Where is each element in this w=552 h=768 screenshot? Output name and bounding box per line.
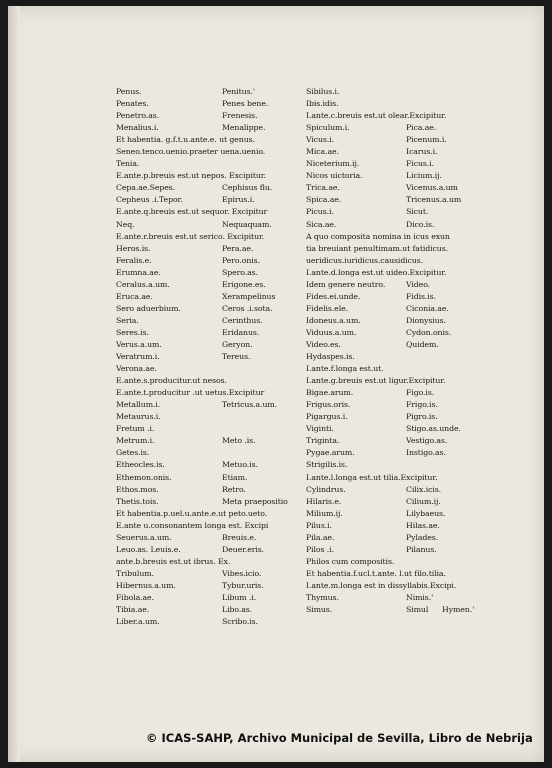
entry-a: Hydaspes.is. — [306, 352, 355, 362]
entry-a: I.ante.m.longa est in dissyllabis.Excipi. — [306, 580, 457, 590]
entry-a: Et habentia.p.uel.u.ante.e.ut peto.ueto. — [116, 508, 268, 518]
text-line — [306, 363, 476, 375]
text-line — [306, 158, 476, 170]
entry-b: Metuo.is. — [222, 460, 258, 470]
entry-b: Nimis.' — [406, 592, 434, 602]
text-line — [116, 532, 302, 544]
text-line — [116, 508, 302, 520]
entry-b: Scribo.is. — [222, 617, 258, 627]
text-line — [116, 255, 302, 267]
entry-a: E.ante u.consonantem longa est. Excipi — [116, 520, 269, 530]
entry-a: Pilus.i. — [306, 520, 332, 530]
right-column — [306, 86, 476, 616]
entry-b: Nequaquam. — [222, 219, 272, 229]
text-line — [116, 423, 302, 435]
text-line — [306, 206, 476, 218]
text-line — [116, 568, 302, 580]
text-line — [116, 447, 302, 459]
text-line — [306, 279, 476, 291]
entry-a: Pygae.arum. — [306, 448, 355, 458]
text-line — [306, 399, 476, 411]
text-line — [116, 435, 302, 447]
text-line — [116, 472, 302, 484]
text-line — [116, 459, 302, 471]
entry-b: Icarus.i. — [406, 147, 438, 157]
text-line — [306, 255, 476, 267]
text-line — [116, 243, 302, 255]
entry-a: Seuerus.a.um. — [116, 532, 172, 542]
entry-a: Metaurus.i. — [116, 412, 161, 422]
entry-b: Cerinthus. — [222, 315, 263, 325]
text-line — [306, 267, 476, 279]
entry-b: Eridanus. — [222, 327, 260, 337]
text-line — [116, 580, 302, 592]
text-line — [306, 291, 476, 303]
entry-a: Milium.ij. — [306, 508, 343, 518]
text-line — [306, 580, 476, 592]
text-line — [306, 447, 476, 459]
entry-b: Ficus.i. — [406, 159, 434, 169]
text-line — [306, 423, 476, 435]
entry-b: Video. — [406, 279, 431, 289]
entry-a: Idoneus.a.um. — [306, 315, 361, 325]
text-line — [306, 339, 476, 351]
entry-b: Geryon. — [222, 339, 253, 349]
entry-a: Triginta. — [306, 436, 340, 446]
text-line — [306, 315, 476, 327]
entry-a: Neq. — [116, 219, 135, 229]
entry-a: Strigilis.is. — [306, 460, 348, 470]
text-line — [116, 520, 302, 532]
text-line — [306, 303, 476, 315]
text-line — [306, 351, 476, 363]
text-line — [306, 231, 476, 243]
text-line — [116, 231, 302, 243]
entry-b: Vicenus.a.um — [406, 183, 458, 193]
entry-a: Seria. — [116, 315, 139, 325]
entry-b: Quidem. — [406, 339, 439, 349]
entry-b: Dionysius. — [406, 315, 446, 325]
entry-a: Viduus.a.um. — [306, 327, 357, 337]
entry-a: Sero aduerbium. — [116, 303, 181, 313]
entry-a: I.ante.l.longa est.ut tilia.Excipitur. — [306, 472, 438, 482]
copyright-caption: © ICAS-SAHP, Archivo Municipal de Sevilla, Libro de Nebrija — [146, 731, 533, 745]
left-column — [116, 86, 302, 628]
entry-a: Mica.ae. — [306, 147, 339, 157]
entry-a: Menalius.i. — [116, 123, 159, 133]
text-line — [116, 592, 302, 604]
text-line — [306, 170, 476, 182]
entry-b: Retro. — [222, 484, 246, 494]
text-line — [116, 219, 302, 231]
entry-a: Video.es. — [306, 339, 341, 349]
text-line — [116, 98, 302, 110]
text-line — [306, 484, 476, 496]
entry-b: Instigo.as. — [406, 448, 446, 458]
text-line — [306, 472, 476, 484]
text-line — [306, 375, 476, 387]
entry-b: Menalippe. — [222, 123, 266, 133]
text-line — [306, 86, 476, 98]
entry-c: Hymen.' — [442, 605, 475, 615]
entry-b: Cydon.onis. — [406, 327, 452, 337]
entry-b: Pero.onis. — [222, 255, 260, 265]
entry-a: Verona.ae. — [116, 364, 157, 374]
entry-a: Ceralus.a.um. — [116, 279, 170, 289]
entry-b: Dico.is. — [406, 219, 435, 229]
entry-b: Figo.is. — [406, 388, 435, 398]
entry-a: Simus. — [306, 605, 333, 615]
entry-b: Pigro.is. — [406, 412, 438, 422]
entry-a: Ethemon.onis. — [116, 472, 172, 482]
text-line — [306, 146, 476, 158]
text-line — [116, 604, 302, 616]
entry-a: ante.b.breuis est.ut ibrus. Ex. — [116, 556, 231, 566]
text-line — [306, 496, 476, 508]
entry-a: Heros.is. — [116, 243, 151, 253]
text-line — [306, 544, 476, 556]
entry-b: Spero.as. — [222, 267, 258, 277]
text-line — [116, 86, 302, 98]
entry-a: A quo composita nomina in icus exun — [306, 231, 450, 241]
entry-b: Lilybaeus. — [406, 508, 446, 518]
entry-b: Tybur.uris. — [222, 580, 264, 590]
text-line — [116, 351, 302, 363]
entry-b: Simul — [406, 605, 429, 615]
text-line — [116, 279, 302, 291]
text-line — [116, 170, 302, 182]
entry-a: E.ante.q.breuis est.ut sequor. Excipitur — [116, 207, 268, 217]
entry-b: Hilas.ae. — [406, 520, 440, 530]
entry-b: Licium.ij. — [406, 171, 442, 181]
entry-a: Sibilus.i. — [306, 87, 340, 96]
text-line — [306, 435, 476, 447]
entry-a: Niceterium.ij. — [306, 159, 360, 169]
text-line — [116, 339, 302, 351]
entry-a: Erumna.ae. — [116, 267, 161, 277]
entry-b: Epirus.i. — [222, 195, 255, 205]
entry-b: Meta praepositio — [222, 496, 288, 506]
entry-a: I.ante.d.longa est.ut uideo.Excipitur. — [306, 267, 447, 277]
entry-b: Stigo.as.unde. — [406, 424, 461, 434]
entry-b: Penitus.' — [222, 87, 255, 96]
entry-b: Tetricus.a.um. — [222, 400, 278, 410]
text-line — [306, 110, 476, 122]
entry-a: Leuo.as. Leuis.e. — [116, 544, 181, 554]
entry-a: I.ante.g.breuis est.ut ligur.Excipitur. — [306, 376, 446, 386]
entry-b: Pica.ae. — [406, 123, 437, 133]
text-line — [306, 592, 476, 604]
entry-b: Sicut. — [406, 207, 429, 217]
text-line — [116, 315, 302, 327]
entry-a: Picus.i. — [306, 207, 334, 217]
entry-a: E.ante.r.breuis est.ut serico. Excipitur. — [116, 231, 265, 241]
entry-b: Meto .is. — [222, 436, 256, 446]
entry-a: Getes.is. — [116, 448, 150, 458]
entry-a: Fretum .i. — [116, 424, 155, 434]
text-line — [116, 496, 302, 508]
text-line — [116, 267, 302, 279]
text-line — [116, 411, 302, 423]
entry-a: I.ante.f.longa est.ut. — [306, 364, 384, 374]
entry-b: Libum .i. — [222, 592, 257, 602]
text-line — [306, 411, 476, 423]
text-line — [116, 375, 302, 387]
entry-a: Viginti. — [306, 424, 334, 434]
entry-a: Seneo.tenco.uenio.praeter uena.uenio. — [116, 147, 266, 157]
entry-a: Idem genere neutro. — [306, 279, 386, 289]
entry-a: Thetis.tois. — [116, 496, 159, 506]
entry-a: Hilaris.e. — [306, 496, 342, 506]
entry-b: Fidis.is. — [406, 291, 436, 301]
entry-a: Cylindrus. — [306, 484, 346, 494]
entry-a: Tribulum. — [116, 568, 154, 578]
text-line — [306, 98, 476, 110]
entry-a: Tenia. — [116, 159, 140, 169]
entry-a: Fibola.ae. — [116, 592, 154, 602]
entry-b: Breuis.e. — [222, 532, 257, 542]
entry-a: Fidelis.ele. — [306, 303, 348, 313]
text-line — [116, 327, 302, 339]
entry-b: Pera.ae. — [222, 243, 254, 253]
text-line — [116, 387, 302, 399]
entry-a: Cepa.ae.Sepes. — [116, 183, 176, 193]
text-line — [306, 387, 476, 399]
entry-b: Ciconia.ae. — [406, 303, 449, 313]
entry-b: Etiam. — [222, 472, 248, 482]
entry-a: Veratrum.i. — [116, 352, 160, 362]
text-line — [306, 508, 476, 520]
entry-a: Spiculum.i. — [306, 123, 350, 133]
text-line — [116, 556, 302, 568]
entry-b: Picenum.i. — [406, 135, 447, 145]
entry-a: Philos cum compositis. — [306, 556, 395, 566]
entry-b: Deuer.eris. — [222, 544, 265, 554]
text-line — [306, 134, 476, 146]
text-line — [116, 122, 302, 134]
text-line — [306, 194, 476, 206]
entry-a: Hibernus.a.um. — [116, 580, 176, 590]
text-line — [116, 616, 302, 628]
entry-b: Cephisus flu. — [222, 183, 273, 193]
entry-a: Metrum.i. — [116, 436, 155, 446]
text-line — [116, 110, 302, 122]
entry-a: Pilos .i. — [306, 544, 334, 554]
text-line — [116, 158, 302, 170]
text-line — [306, 243, 476, 255]
entry-a: Frigus.oris. — [306, 400, 351, 410]
entry-b: Libo.as. — [222, 605, 253, 615]
entry-b: Xerampelinus — [222, 291, 276, 301]
entry-b: Vestigo.as. — [406, 436, 448, 446]
text-line — [116, 146, 302, 158]
entry-a: Feralis.e. — [116, 255, 152, 265]
entry-b: Frigo.is. — [406, 400, 438, 410]
entry-b: Tricenus.a.um — [406, 195, 462, 205]
text-line — [306, 182, 476, 194]
entry-a: Spica.ae. — [306, 195, 342, 205]
entry-a: Fides.ei.unde. — [306, 291, 361, 301]
entry-b: Cilium.ij. — [406, 496, 441, 506]
entry-b: Vibes.icio. — [222, 568, 262, 578]
text-line — [306, 532, 476, 544]
entry-b: Penes bene. — [222, 99, 269, 109]
entry-a: Verus.a.um. — [116, 339, 162, 349]
text-line — [116, 303, 302, 315]
text-line — [306, 122, 476, 134]
text-line — [306, 327, 476, 339]
entry-a: Pila.ae. — [306, 532, 335, 542]
entry-a: tia breuiant penultimam.ut fatidicus. — [306, 243, 449, 253]
entry-b: Erigone.es. — [222, 279, 266, 289]
text-line — [116, 363, 302, 375]
entry-a: Pigargus.i. — [306, 412, 348, 422]
entry-a: ueridicus.iuridicus.causidicus. — [306, 255, 424, 265]
entry-a: Sica.ae. — [306, 219, 337, 229]
entry-a: Ethos.mos. — [116, 484, 159, 494]
entry-a: Penates. — [116, 99, 149, 109]
entry-a: Tibia.ae. — [116, 605, 150, 615]
entry-a: Penus. — [116, 87, 142, 96]
entry-a: Eruca.ae. — [116, 291, 153, 301]
text-line — [306, 459, 476, 471]
entry-b: Frenesis. — [222, 111, 258, 121]
text-line — [306, 219, 476, 231]
page-gutter — [8, 6, 20, 762]
text-line — [306, 568, 476, 580]
entry-a: Cepheus .i.Tepor. — [116, 195, 183, 205]
entry-b: Pylades. — [406, 532, 439, 542]
text-line — [116, 544, 302, 556]
entry-a: Liber.a.um. — [116, 617, 160, 627]
entry-a: Et habentia. g.f.t.u.ante.e. ut genus. — [116, 135, 255, 145]
entry-b: Ceros .i.sota. — [222, 303, 273, 313]
entry-a: Trica.ae. — [306, 183, 340, 193]
text-line — [116, 399, 302, 411]
entry-a: Et habentia.f.ucl.t.ante. l.ut filo.tilia. — [306, 568, 446, 578]
text-line — [306, 556, 476, 568]
text-line — [306, 520, 476, 532]
entry-a: E.ante.s.producitur.ut nesos. — [116, 376, 227, 386]
entry-a: Nicos uictoria. — [306, 171, 363, 181]
entry-a: Bigae.arum. — [306, 388, 354, 398]
text-line — [116, 134, 302, 146]
entry-a: E.ante.p.breuis est.ut nepos. Excipitur. — [116, 171, 266, 181]
entry-a: Ibis.idis. — [306, 99, 339, 109]
entry-a: Seres.is. — [116, 327, 149, 337]
entry-a: Vicus.i. — [306, 135, 335, 145]
entry-b: Cilix.icis. — [406, 484, 442, 494]
entry-a: E.ante.t.producitur .ut uetus.Excipitur — [116, 388, 265, 398]
entry-a: I.ante.c.breuis est.ut olear.Excipitur. — [306, 111, 447, 121]
entry-a: Thymus. — [306, 592, 339, 602]
text-line — [116, 206, 302, 218]
text-line — [116, 291, 302, 303]
entry-a: Penetro.as. — [116, 111, 160, 121]
text-line — [116, 194, 302, 206]
text-line — [116, 182, 302, 194]
text-line — [116, 484, 302, 496]
entry-b: Tereus. — [222, 352, 251, 362]
entry-a: Metallum.i. — [116, 400, 161, 410]
entry-a: Etheocles.is. — [116, 460, 165, 470]
text-line — [306, 604, 476, 616]
entry-b: Pilanus. — [406, 544, 437, 554]
